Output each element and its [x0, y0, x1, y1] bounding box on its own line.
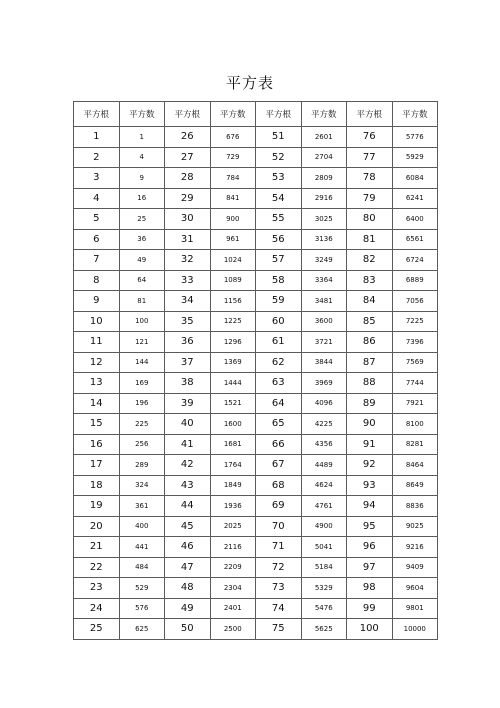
square-cell: 324 [119, 475, 165, 496]
root-cell: 39 [165, 393, 211, 414]
square-cell: 36 [119, 229, 165, 250]
root-cell: 41 [165, 434, 211, 455]
square-cell: 841 [210, 188, 256, 209]
square-cell: 2025 [210, 516, 256, 537]
square-cell: 729 [210, 147, 256, 168]
root-cell: 9 [74, 291, 120, 312]
root-cell: 65 [256, 414, 302, 435]
header-cell-root: 平方根 [165, 102, 211, 127]
root-cell: 63 [256, 373, 302, 394]
root-cell: 46 [165, 537, 211, 558]
root-cell: 18 [74, 475, 120, 496]
square-cell: 225 [119, 414, 165, 435]
square-cell: 4900 [301, 516, 347, 537]
root-cell: 12 [74, 352, 120, 373]
header-row [74, 102, 438, 127]
square-cell: 1521 [210, 393, 256, 414]
root-cell: 78 [347, 168, 393, 189]
square-cell: 7056 [392, 291, 438, 312]
table-row [74, 496, 438, 517]
square-cell: 8649 [392, 475, 438, 496]
root-cell: 55 [256, 209, 302, 230]
square-cell: 441 [119, 537, 165, 558]
root-cell: 26 [165, 127, 211, 148]
root-cell: 21 [74, 537, 120, 558]
table-row [74, 598, 438, 619]
square-cell: 2401 [210, 598, 256, 619]
square-cell: 7921 [392, 393, 438, 414]
square-cell: 625 [119, 619, 165, 640]
header-cell-square: 平方数 [392, 102, 438, 127]
square-cell: 5476 [301, 598, 347, 619]
root-cell: 57 [256, 250, 302, 271]
root-cell: 92 [347, 455, 393, 476]
root-cell: 31 [165, 229, 211, 250]
table-body [74, 127, 438, 640]
root-cell: 43 [165, 475, 211, 496]
square-cell: 3844 [301, 352, 347, 373]
root-cell: 8 [74, 270, 120, 291]
table-row [74, 250, 438, 271]
root-cell: 93 [347, 475, 393, 496]
root-cell: 75 [256, 619, 302, 640]
table-row [74, 516, 438, 537]
table-row [74, 352, 438, 373]
table-row [74, 147, 438, 168]
square-cell: 3969 [301, 373, 347, 394]
square-cell: 64 [119, 270, 165, 291]
root-cell: 49 [165, 598, 211, 619]
square-cell: 289 [119, 455, 165, 476]
root-cell: 25 [74, 619, 120, 640]
square-cell: 1849 [210, 475, 256, 496]
square-cell: 6400 [392, 209, 438, 230]
root-cell: 58 [256, 270, 302, 291]
square-cell: 1296 [210, 332, 256, 353]
square-cell: 1225 [210, 311, 256, 332]
table-row [74, 434, 438, 455]
root-cell: 35 [165, 311, 211, 332]
square-cell: 16 [119, 188, 165, 209]
table-row [74, 270, 438, 291]
root-cell: 73 [256, 578, 302, 599]
root-cell: 88 [347, 373, 393, 394]
square-cell: 1024 [210, 250, 256, 271]
square-cell: 4096 [301, 393, 347, 414]
square-cell: 2304 [210, 578, 256, 599]
table-row [74, 291, 438, 312]
square-cell: 4761 [301, 496, 347, 517]
square-cell: 10000 [392, 619, 438, 640]
root-cell: 20 [74, 516, 120, 537]
root-cell: 80 [347, 209, 393, 230]
header-cell-square: 平方数 [301, 102, 347, 127]
root-cell: 19 [74, 496, 120, 517]
square-cell: 2209 [210, 557, 256, 578]
square-cell: 4356 [301, 434, 347, 455]
table-row [74, 209, 438, 230]
square-cell: 1764 [210, 455, 256, 476]
root-cell: 70 [256, 516, 302, 537]
root-cell: 64 [256, 393, 302, 414]
square-cell: 169 [119, 373, 165, 394]
root-cell: 68 [256, 475, 302, 496]
square-cell: 3481 [301, 291, 347, 312]
root-cell: 11 [74, 332, 120, 353]
square-cell: 1600 [210, 414, 256, 435]
root-cell: 17 [74, 455, 120, 476]
square-cell: 2601 [301, 127, 347, 148]
square-cell: 3025 [301, 209, 347, 230]
root-cell: 77 [347, 147, 393, 168]
square-cell: 400 [119, 516, 165, 537]
square-cell: 9025 [392, 516, 438, 537]
root-cell: 45 [165, 516, 211, 537]
root-cell: 69 [256, 496, 302, 517]
root-cell: 83 [347, 270, 393, 291]
square-cell: 1369 [210, 352, 256, 373]
root-cell: 50 [165, 619, 211, 640]
square-cell: 676 [210, 127, 256, 148]
square-cell: 49 [119, 250, 165, 271]
square-cell: 8836 [392, 496, 438, 517]
square-cell: 3136 [301, 229, 347, 250]
root-cell: 16 [74, 434, 120, 455]
square-cell: 6084 [392, 168, 438, 189]
root-cell: 30 [165, 209, 211, 230]
root-cell: 6 [74, 229, 120, 250]
square-cell: 5625 [301, 619, 347, 640]
square-cell: 6889 [392, 270, 438, 291]
root-cell: 79 [347, 188, 393, 209]
root-cell: 95 [347, 516, 393, 537]
square-cell: 5041 [301, 537, 347, 558]
square-cell: 5184 [301, 557, 347, 578]
root-cell: 2 [74, 147, 120, 168]
root-cell: 67 [256, 455, 302, 476]
square-cell: 784 [210, 168, 256, 189]
root-cell: 54 [256, 188, 302, 209]
root-cell: 33 [165, 270, 211, 291]
header-cell-square: 平方数 [119, 102, 165, 127]
root-cell: 23 [74, 578, 120, 599]
root-cell: 27 [165, 147, 211, 168]
header-cell-root: 平方根 [74, 102, 120, 127]
square-cell: 8100 [392, 414, 438, 435]
root-cell: 85 [347, 311, 393, 332]
square-cell: 3364 [301, 270, 347, 291]
table-row [74, 168, 438, 189]
page-title: 平方表 [225, 74, 274, 92]
root-cell: 53 [256, 168, 302, 189]
root-cell: 3 [74, 168, 120, 189]
root-cell: 97 [347, 557, 393, 578]
root-cell: 40 [165, 414, 211, 435]
root-cell: 74 [256, 598, 302, 619]
header-cell-root: 平方根 [347, 102, 393, 127]
table-row [74, 127, 438, 148]
root-cell: 84 [347, 291, 393, 312]
square-cell: 1936 [210, 496, 256, 517]
root-cell: 47 [165, 557, 211, 578]
root-cell: 24 [74, 598, 120, 619]
square-cell: 9409 [392, 557, 438, 578]
root-cell: 100 [347, 619, 393, 640]
square-cell: 3721 [301, 332, 347, 353]
root-cell: 42 [165, 455, 211, 476]
square-cell: 961 [210, 229, 256, 250]
root-cell: 91 [347, 434, 393, 455]
root-cell: 82 [347, 250, 393, 271]
table-row [74, 475, 438, 496]
root-cell: 37 [165, 352, 211, 373]
table-row [74, 332, 438, 353]
root-cell: 22 [74, 557, 120, 578]
table-row [74, 537, 438, 558]
table-row [74, 393, 438, 414]
root-cell: 76 [347, 127, 393, 148]
square-cell: 576 [119, 598, 165, 619]
square-cell: 5776 [392, 127, 438, 148]
header-cell-root: 平方根 [256, 102, 302, 127]
root-cell: 98 [347, 578, 393, 599]
square-cell: 1089 [210, 270, 256, 291]
square-cell: 256 [119, 434, 165, 455]
root-cell: 86 [347, 332, 393, 353]
root-cell: 4 [74, 188, 120, 209]
root-cell: 96 [347, 537, 393, 558]
root-cell: 99 [347, 598, 393, 619]
square-cell: 144 [119, 352, 165, 373]
root-cell: 5 [74, 209, 120, 230]
root-cell: 94 [347, 496, 393, 517]
root-cell: 72 [256, 557, 302, 578]
root-cell: 87 [347, 352, 393, 373]
root-cell: 7 [74, 250, 120, 271]
square-cell: 4 [119, 147, 165, 168]
square-cell: 6724 [392, 250, 438, 271]
square-cell: 9 [119, 168, 165, 189]
root-cell: 81 [347, 229, 393, 250]
root-cell: 51 [256, 127, 302, 148]
square-cell: 8281 [392, 434, 438, 455]
table-row [74, 557, 438, 578]
square-cell: 529 [119, 578, 165, 599]
root-cell: 36 [165, 332, 211, 353]
root-cell: 13 [74, 373, 120, 394]
square-cell: 7396 [392, 332, 438, 353]
root-cell: 38 [165, 373, 211, 394]
square-cell: 3249 [301, 250, 347, 271]
table-row [74, 414, 438, 435]
square-cell: 2809 [301, 168, 347, 189]
header-cell-square: 平方数 [210, 102, 256, 127]
root-cell: 60 [256, 311, 302, 332]
root-cell: 14 [74, 393, 120, 414]
square-cell: 900 [210, 209, 256, 230]
root-cell: 56 [256, 229, 302, 250]
root-cell: 90 [347, 414, 393, 435]
root-cell: 10 [74, 311, 120, 332]
square-cell: 2116 [210, 537, 256, 558]
square-cell: 6241 [392, 188, 438, 209]
root-cell: 15 [74, 414, 120, 435]
square-cell: 4624 [301, 475, 347, 496]
root-cell: 71 [256, 537, 302, 558]
square-cell: 1156 [210, 291, 256, 312]
square-cell: 9604 [392, 578, 438, 599]
square-cell: 7744 [392, 373, 438, 394]
root-cell: 66 [256, 434, 302, 455]
table-row [74, 619, 438, 640]
square-cell: 5329 [301, 578, 347, 599]
square-cell: 100 [119, 311, 165, 332]
square-cell: 7225 [392, 311, 438, 332]
square-cell: 361 [119, 496, 165, 517]
square-cell: 4489 [301, 455, 347, 476]
squares-table [73, 101, 438, 640]
square-cell: 196 [119, 393, 165, 414]
table-row [74, 578, 438, 599]
square-cell: 6561 [392, 229, 438, 250]
square-cell: 5929 [392, 147, 438, 168]
root-cell: 28 [165, 168, 211, 189]
root-cell: 29 [165, 188, 211, 209]
table-row [74, 455, 438, 476]
square-cell: 81 [119, 291, 165, 312]
root-cell: 32 [165, 250, 211, 271]
square-cell: 3600 [301, 311, 347, 332]
root-cell: 48 [165, 578, 211, 599]
square-cell: 25 [119, 209, 165, 230]
square-cell: 2704 [301, 147, 347, 168]
table-row [74, 311, 438, 332]
square-cell: 484 [119, 557, 165, 578]
table-row [74, 373, 438, 394]
square-cell: 2500 [210, 619, 256, 640]
root-cell: 59 [256, 291, 302, 312]
root-cell: 1 [74, 127, 120, 148]
square-cell: 1681 [210, 434, 256, 455]
square-cell: 8464 [392, 455, 438, 476]
square-cell: 121 [119, 332, 165, 353]
root-cell: 89 [347, 393, 393, 414]
root-cell: 34 [165, 291, 211, 312]
square-cell: 4225 [301, 414, 347, 435]
root-cell: 61 [256, 332, 302, 353]
square-cell: 1 [119, 127, 165, 148]
table-row [74, 188, 438, 209]
root-cell: 44 [165, 496, 211, 517]
root-cell: 62 [256, 352, 302, 373]
square-cell: 2916 [301, 188, 347, 209]
table-row [74, 229, 438, 250]
root-cell: 52 [256, 147, 302, 168]
square-cell: 1444 [210, 373, 256, 394]
square-cell: 9216 [392, 537, 438, 558]
square-cell: 9801 [392, 598, 438, 619]
square-cell: 7569 [392, 352, 438, 373]
